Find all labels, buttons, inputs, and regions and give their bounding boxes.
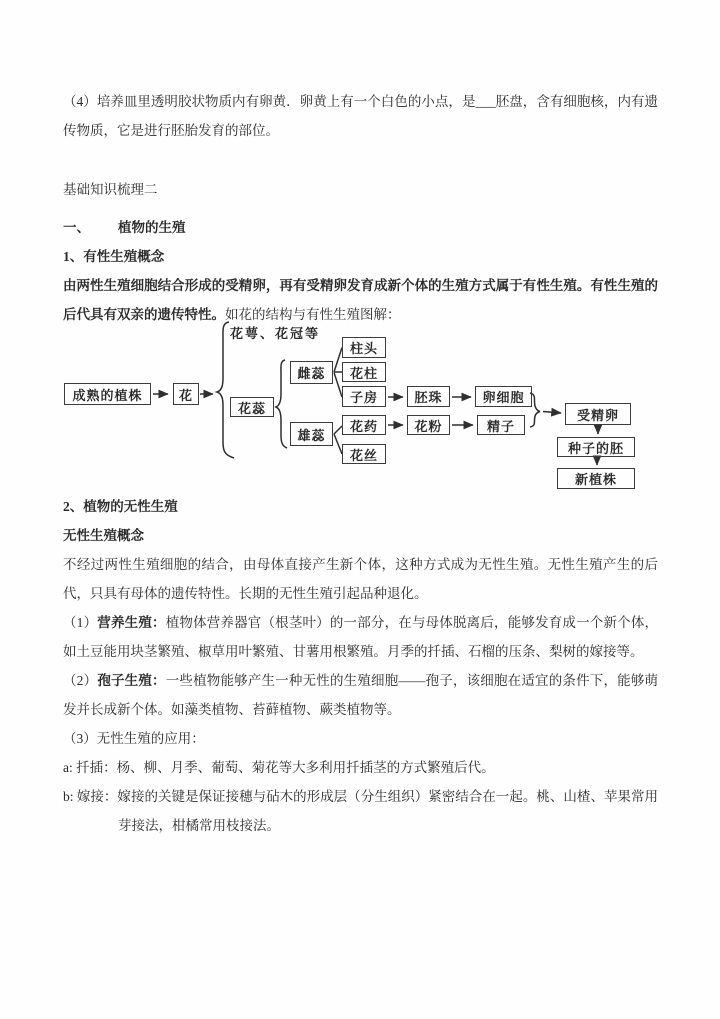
node-pistil: 雌蕊 [290,361,333,384]
arrow-to-zygote [543,412,561,414]
document-content [63,87,658,840]
para-spore-reproduction [63,666,658,724]
para-vegetative-reproduction [63,608,658,666]
item2-label: 孢子生殖： [97,673,166,688]
node-flower-core: 花蕊 [230,397,274,417]
item1-number: （1） [63,615,98,630]
para-asexual-concept: 不经过两性生殖细胞的结合，由母体直接产生新个体，这种方式成为无性生殖。无性生殖产生的后代，只具有母体的遗传特性。长期的无性生殖引起品种退化。 [63,557,658,601]
heading-plant-reproduction [63,213,658,242]
subheading-asexual-reproduction: 2、植物的无性生殖 [63,499,178,514]
node-seed-embryo: 种子的胚 [557,437,635,457]
sexual-definition-tail: 如花的结构与有性生殖图解： [225,307,401,322]
node-zygote: 受精卵 [565,403,631,425]
para-egg-yolk: （4）培养皿里透明胶状物质内有卵黄．卵黄上有一个白色的小点，是___胚盘，含有细胞核，内有遗传物质，它是进行胚胎发育的部位。 [63,94,658,138]
subheading-asexual-concept: 无性生殖概念 [63,528,144,543]
para-asexual-applications: （3）无性生殖的应用： [63,731,205,746]
para-application-grafting: b: 嫁接：嫁接的关键是保证接穗与砧木的形成层（分生组织）紧密结合在一起。桃、山楂、苹果常用芽接法，柑橘常用枝接法。 [63,789,658,833]
fork-stamen-parts [334,426,342,454]
brace-core-parts [276,360,287,448]
node-new-plant: 新植株 [557,468,635,489]
node-flower: 花 [173,383,199,405]
node-ovary: 子房 [342,386,386,407]
node-pollen: 花粉 [407,415,450,435]
heading-text: 植物的生殖 [118,220,186,235]
item2-text: 一些植物能够产生一种无性的生殖细胞——孢子，该细胞在适宜的条件下，能够萌发并长成新个体。如藻类植物、苔藓植物、蕨类植物等。 [63,673,659,717]
node-sperm: 精子 [477,415,525,435]
item2-number: （2） [63,673,98,688]
node-mature-plant: 成熟的植株 [64,383,151,405]
node-egg-cell: 卵细胞 [475,386,532,407]
sexual-definition-bold: 由两性生殖细胞结合形成的受精卵，再有受精卵发育成新个体的生殖方式属于有性生殖。有性生殖的后代具有双亲的遗传特性。 [63,278,658,322]
node-style: 花柱 [342,362,386,382]
para-application-cutting: a: 扦插：杨、柳、月季、葡萄、菊花等大多利用扦插茎的方式繁殖后代。 [63,760,495,775]
node-ovule: 胚珠 [407,386,450,407]
flower-reproduction-flowchart [63,320,658,492]
node-stigma: 柱头 [342,337,386,358]
subheading-sexual-reproduction-concept: 1、有性生殖概念 [63,249,165,264]
node-filament: 花丝 [342,444,386,464]
brace-flower-parts [217,322,234,458]
label-calyx-corolla: 花萼、花冠等 [230,326,321,341]
title-knowledge-review-2: 基础知识梳理二 [63,182,158,197]
fork-pistil-parts [334,348,342,398]
item1-label: 营养生殖： [97,615,166,630]
node-stamen: 雄蕊 [290,422,333,446]
node-anther: 花药 [342,415,386,435]
item1-text: 植物体营养器官（根茎叶）的一部分，在与母体脱离后，能够发育成一个新个体，如土豆能用块茎繁殖、椒草用叶繁殖、甘薯用根繁殖。月季的扦插、石榴的压条、梨树的嫁接等。 [63,615,659,659]
heading-number: 一、 [63,220,90,235]
